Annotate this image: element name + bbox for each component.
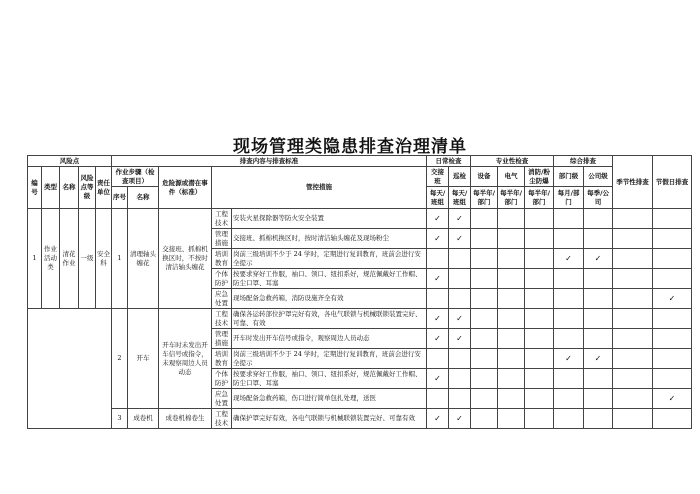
- check-mark-cell: [471, 229, 498, 249]
- check-mark-cell: [613, 249, 653, 269]
- check-mark-cell: [584, 369, 613, 389]
- step-hazard: 成卷机棉卷生: [159, 409, 212, 429]
- measure-category: 工程技术: [212, 209, 232, 229]
- measure-category: 应急处置: [212, 289, 232, 309]
- check-mark-cell: [554, 389, 584, 409]
- check-mark-cell: [471, 349, 498, 369]
- check-mark-cell: [613, 289, 653, 309]
- check-mark-cell: [584, 209, 613, 229]
- check-mark-cell: [584, 269, 613, 289]
- check-mark-cell: [584, 409, 613, 429]
- check-mark-cell: [653, 329, 692, 349]
- check-mark-cell: [525, 289, 554, 309]
- professional-check-header: 专业性检查: [471, 156, 554, 167]
- check-mark-cell: [584, 389, 613, 409]
- check-mark-cell: [471, 289, 498, 309]
- check-mark-cell: [653, 409, 692, 429]
- check-mark-cell: [613, 269, 653, 289]
- check-mark-cell: [554, 329, 584, 349]
- risk-no: 1: [28, 209, 42, 309]
- check-mark-cell: [525, 269, 554, 289]
- check-mark-cell: [471, 389, 498, 409]
- table-row: [28, 309, 692, 329]
- table-row: [28, 409, 692, 429]
- check-mark-cell: ✓: [449, 329, 471, 349]
- check-mark-cell: ✓: [584, 349, 613, 369]
- page-title: 现场管理类隐患排查治理清单: [233, 137, 467, 157]
- check-mark-cell: [613, 389, 653, 409]
- risk-type: 作业活动类: [42, 209, 60, 309]
- measure-category: 应急处置: [212, 389, 232, 409]
- check-mark-cell: ✓: [584, 249, 613, 269]
- check-mark-cell: [554, 309, 584, 329]
- check-mark-cell: [525, 249, 554, 269]
- check-mark-cell: [471, 329, 498, 349]
- check-mark-cell: [498, 289, 525, 309]
- check-mark-cell: [613, 309, 653, 329]
- measure-text: 确保各运转部位护罩完好有效，各电气联锁与机械联锁装置完好、可靠、有效: [232, 309, 427, 329]
- check-mark-cell: [427, 389, 449, 409]
- col-name: 名称: [60, 167, 79, 209]
- check-mark-cell: [653, 269, 692, 289]
- col-type: 类型: [42, 167, 60, 209]
- check-mark-cell: [525, 229, 554, 249]
- check-mark-cell: [653, 349, 692, 369]
- check-mark-cell: [525, 409, 554, 429]
- measure-text: 安装火星探除器等防火安全装置: [232, 209, 427, 229]
- check-mark-cell: [471, 269, 498, 289]
- check-mark-cell: [471, 249, 498, 269]
- step-seq: 1: [112, 209, 128, 309]
- risk-name: 清花作业: [60, 209, 79, 309]
- measure-category: 管理措施: [212, 329, 232, 349]
- check-mark-cell: [525, 309, 554, 329]
- check-mark-cell: [525, 349, 554, 369]
- step-name: 清理轴头缠花: [128, 209, 159, 309]
- check-mark-cell: ✓: [427, 409, 449, 429]
- measure-text: 现场配备急救药箱，消防设施齐全有效: [232, 289, 427, 309]
- risk-point-header: 风险点: [28, 156, 112, 167]
- measure-category: 管理措施: [212, 229, 232, 249]
- measure-text: 岗前三级培训不少于 24 学时，定期进行复训教育，班前会进行安全提示: [232, 249, 427, 269]
- measure-category: 个体防护: [212, 269, 232, 289]
- col-seq: 序号: [112, 187, 128, 209]
- check-mark-cell: [613, 209, 653, 229]
- col-no: 编号: [28, 167, 42, 209]
- freq-fire: 每半年/部门: [525, 187, 554, 209]
- check-mark-cell: ✓: [427, 209, 449, 229]
- holiday-check-header: 节假日排查: [653, 156, 692, 209]
- check-mark-cell: ✓: [449, 309, 471, 329]
- check-mark-cell: [449, 369, 471, 389]
- col-level: 风险点等级: [79, 167, 96, 209]
- check-mark-cell: [584, 289, 613, 309]
- col-company: 公司级: [584, 167, 613, 187]
- check-mark-cell: [498, 309, 525, 329]
- check-mark-cell: [653, 229, 692, 249]
- check-mark-cell: [613, 409, 653, 429]
- measure-text: 确保护罩完好有效，各电气联锁与机械联锁装置完好、可靠有效: [232, 409, 427, 429]
- check-mark-cell: [498, 389, 525, 409]
- check-mark-cell: ✓: [427, 229, 449, 249]
- col-patrol: 巡检: [449, 167, 471, 187]
- measure-text: 岗前三级培训不少于 24 学时，定期进行复训教育，班前会进行安全提示: [232, 349, 427, 369]
- check-mark-cell: ✓: [449, 209, 471, 229]
- check-mark-cell: [653, 369, 692, 389]
- step-seq: 2: [112, 309, 128, 409]
- step-hazard: 交接班、抓棉机换区时，不按时清洁轴头缠花: [159, 209, 212, 309]
- check-mark-cell: ✓: [427, 309, 449, 329]
- freq-electric: 每半年/部门: [498, 187, 525, 209]
- check-mark-cell: [525, 329, 554, 349]
- seasonal-check-header: 季节性排查: [613, 156, 653, 209]
- freq-equipment: 每半年/部门: [471, 187, 498, 209]
- check-mark-cell: [498, 349, 525, 369]
- check-mark-cell: [498, 269, 525, 289]
- col-hazard: 危险源或潜在事件（标准）: [159, 167, 212, 209]
- measure-text: 按要求穿好工作服，袖口、领口、纽扣系好，规范佩戴好工作帽、防尘口罩、耳塞: [232, 369, 427, 389]
- measure-category: 工程技术: [212, 309, 232, 329]
- freq-patrol: 每天/班组: [449, 187, 471, 209]
- check-mark-cell: [471, 309, 498, 329]
- check-mark-cell: [449, 389, 471, 409]
- freq-dept: 每月/部门: [554, 187, 584, 209]
- check-mark-cell: ✓: [427, 329, 449, 349]
- check-mark-cell: [554, 369, 584, 389]
- col-steps: 作业步骤（检查项目）: [112, 167, 159, 187]
- check-mark-cell: [498, 229, 525, 249]
- check-mark-cell: [427, 249, 449, 269]
- risk-unit: 安全科: [96, 209, 112, 309]
- check-mark-cell: [525, 389, 554, 409]
- check-mark-cell: ✓: [653, 289, 692, 309]
- col-measures: 管控措施: [212, 167, 427, 209]
- step-seq: 3: [112, 409, 128, 429]
- check-mark-cell: [525, 369, 554, 389]
- check-mark-cell: [498, 369, 525, 389]
- check-mark-cell: [471, 369, 498, 389]
- check-mark-cell: [584, 229, 613, 249]
- col-fire: 消防/粉尘防爆: [525, 167, 554, 187]
- check-mark-cell: ✓: [554, 349, 584, 369]
- col-step-name: 名称: [128, 187, 159, 209]
- check-mark-cell: [449, 269, 471, 289]
- check-mark-cell: [471, 209, 498, 229]
- check-mark-cell: ✓: [554, 249, 584, 269]
- freq-shift: 每天/班组: [427, 187, 449, 209]
- daily-check-header: 日常检查: [427, 156, 471, 167]
- risk-empty-cell: [28, 309, 112, 429]
- measure-category: 工程技术: [212, 409, 232, 429]
- comprehensive-check-header: 综合排查: [554, 156, 613, 167]
- check-mark-cell: [498, 329, 525, 349]
- check-mark-cell: [525, 209, 554, 229]
- check-mark-cell: [613, 369, 653, 389]
- col-shift: 交接班: [427, 167, 449, 187]
- check-mark-cell: [427, 349, 449, 369]
- measure-text: 按要求穿好工作服，袖口、领口、纽扣系好，规范佩戴好工作帽、防尘口罩、耳塞: [232, 269, 427, 289]
- check-mark-cell: [449, 349, 471, 369]
- measure-text: 交接班、抓棉机换区时，按时清洁轴头缠花及现场粉尘: [232, 229, 427, 249]
- col-electric: 电气: [498, 167, 525, 187]
- check-mark-cell: [613, 229, 653, 249]
- measure-category: 培训教育: [212, 349, 232, 369]
- risk-level: 一级: [79, 209, 96, 309]
- check-mark-cell: [554, 409, 584, 429]
- hazard-checklist-table: [27, 155, 692, 429]
- check-mark-cell: [498, 249, 525, 269]
- check-mark-cell: ✓: [449, 409, 471, 429]
- measure-text: 现场配备急救药箱，伤口进行简单包扎处理，送医: [232, 389, 427, 409]
- check-mark-cell: [554, 269, 584, 289]
- check-mark-cell: [613, 329, 653, 349]
- check-mark-cell: [653, 249, 692, 269]
- check-mark-cell: [449, 249, 471, 269]
- check-mark-cell: [653, 209, 692, 229]
- table-row: [28, 209, 692, 229]
- check-mark-cell: [471, 409, 498, 429]
- check-mark-cell: [498, 209, 525, 229]
- check-mark-cell: [613, 349, 653, 369]
- measure-category: 培训教育: [212, 249, 232, 269]
- measure-category: 个体防护: [212, 369, 232, 389]
- measure-text: 开车时发出开车信号或指令，观察周边人员动态: [232, 329, 427, 349]
- check-mark-cell: [554, 289, 584, 309]
- col-dept: 部门级: [554, 167, 584, 187]
- check-mark-cell: [584, 329, 613, 349]
- check-mark-cell: [449, 289, 471, 309]
- check-mark-cell: [554, 209, 584, 229]
- col-equipment: 设备: [471, 167, 498, 187]
- check-mark-cell: [653, 309, 692, 329]
- check-mark-cell: ✓: [427, 269, 449, 289]
- check-mark-cell: ✓: [653, 389, 692, 409]
- step-hazard: 开车时未发出开车信号或指令，未观察周边人员动态: [159, 309, 212, 409]
- check-mark-cell: [427, 289, 449, 309]
- freq-company: 每季/公司: [584, 187, 613, 209]
- check-mark-cell: [584, 309, 613, 329]
- check-mark-cell: [498, 409, 525, 429]
- check-mark-cell: ✓: [427, 369, 449, 389]
- step-name: 开车: [128, 309, 159, 409]
- check-mark-cell: ✓: [449, 229, 471, 249]
- step-name: 成卷机: [128, 409, 159, 429]
- check-mark-cell: [554, 229, 584, 249]
- check-content-header: 排查内容与排查标准: [112, 156, 427, 167]
- col-unit: 责任单位: [96, 167, 112, 209]
